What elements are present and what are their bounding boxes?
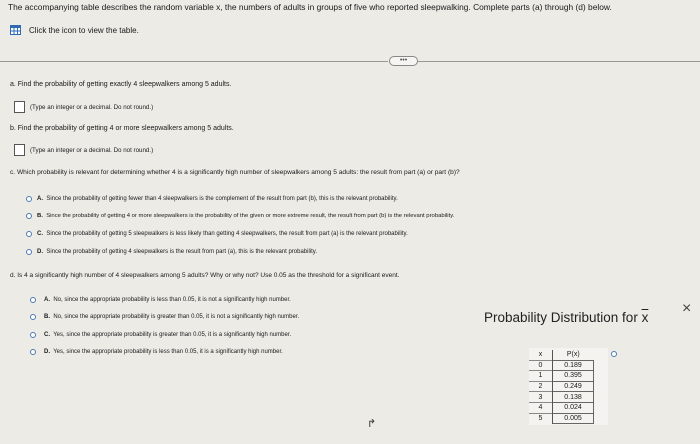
part-b-hint: (Type an integer or a decimal. Do not round.): [30, 147, 154, 154]
distribution-title-variable: $\overline{x}$: [641, 310, 649, 325]
option-text: Since the probability of getting 4 sleepwalkers is the result from part (a), this is the relevant probability.: [46, 249, 318, 255]
cell-px: 0.138: [553, 392, 594, 403]
option-text: Since the probability of getting 5 sleepwalkers is less likely than getting 4 sleepwalkers, the result from part (a) is the relevant probability.: [46, 231, 408, 237]
part-d-option-c-radio[interactable]: [30, 332, 36, 338]
option-letter: D.: [37, 249, 43, 255]
part-c-option-b-radio[interactable]: [26, 213, 32, 219]
option-letter: A.: [44, 297, 50, 303]
part-c-option-d-radio[interactable]: [26, 249, 32, 255]
part-d-option-a[interactable]: [44, 297, 291, 303]
option-text: Since the probability of getting fewer than 4 sleepwalkers is the complement of the result from part (b), this is the relevant probability.: [46, 196, 398, 202]
cell-x: 4: [529, 402, 553, 413]
copy-table-icon[interactable]: [611, 351, 617, 357]
cell-px: 0.005: [553, 413, 594, 424]
distribution-title-text: Probability Distribution for: [484, 310, 642, 325]
column-header-px: P(x): [566, 351, 580, 359]
distribution-table: [529, 350, 594, 424]
cell-x: 2: [529, 381, 553, 392]
option-letter: C.: [44, 332, 50, 338]
table-grid-icon[interactable]: [10, 25, 21, 35]
part-c-option-a-radio[interactable]: [26, 196, 32, 202]
part-b-answer-input[interactable]: [14, 144, 25, 156]
part-d-question: d. Is 4 a significantly high number of 4 sleepwalkers among 5 adults? Why or why not? Use 0.05 as the threshold for a significant event.: [10, 272, 400, 279]
option-letter: C.: [37, 231, 43, 237]
section-divider: [0, 61, 388, 62]
part-b-question: b. Find the probability of getting 4 or more sleepwalkers among 5 adults.: [10, 125, 234, 132]
mouse-cursor-icon: ↱: [367, 418, 377, 430]
part-d-option-b[interactable]: [44, 314, 299, 320]
part-a-answer-input[interactable]: [14, 101, 25, 113]
distribution-title: [484, 310, 648, 325]
section-divider: [418, 61, 700, 62]
part-d-option-c[interactable]: [44, 332, 291, 338]
table-row: [529, 413, 594, 424]
option-letter: B.: [37, 213, 43, 219]
cell-x: 5: [529, 413, 553, 424]
part-a-question: a. Find the probability of getting exactly 4 sleepwalkers among 5 adults.: [10, 81, 232, 88]
expand-button[interactable]: •••: [389, 56, 418, 66]
part-c-option-d[interactable]: [37, 249, 317, 255]
option-text: No, since the appropriate probability is greater than 0.05, it is not a significantly high number.: [53, 314, 300, 320]
part-d-option-d[interactable]: [44, 349, 283, 355]
option-letter: D.: [44, 349, 50, 355]
cell-px: 0.249: [553, 381, 594, 392]
table-row: [529, 381, 594, 392]
option-text: Yes, since the appropriate probability is less than 0.05, it is a significantly high number.: [53, 349, 283, 355]
table-row: [529, 360, 594, 371]
option-text: Since the probability of getting 4 or more sleepwalkers is the probability of the given or more extreme result, the result from part (b) is the relevant probability.: [46, 213, 455, 219]
option-letter: B.: [44, 314, 50, 320]
cell-px: 0.024: [553, 402, 594, 413]
cell-x: 1: [529, 371, 553, 382]
table-row: [529, 402, 594, 413]
part-a-hint: (Type an integer or a decimal. Do not round.): [30, 104, 154, 111]
cell-px: 0.395: [553, 371, 594, 382]
column-header-x: x: [529, 350, 553, 360]
problem-intro: The accompanying table describes the random variable x, the numbers of adults in groups of five who reported sleepwalking. Complete parts (a) through (d) below.: [8, 2, 612, 12]
close-icon[interactable]: ×: [682, 300, 692, 317]
cell-px: 0.189: [553, 360, 594, 371]
part-c-question: c. Which probability is relevant for determining whether 4 is a significantly high number of sleepwalkers among 5 adults: the result from part (a) or part (b)?: [10, 169, 460, 176]
part-c-option-a[interactable]: [37, 196, 398, 202]
table-row: [529, 392, 594, 403]
cell-x: 0: [529, 360, 553, 371]
part-d-option-b-radio[interactable]: [30, 314, 36, 320]
part-d-option-a-radio[interactable]: [30, 297, 36, 303]
cell-x: 3: [529, 392, 553, 403]
part-c-option-c-radio[interactable]: [26, 231, 32, 237]
part-c-option-c[interactable]: [37, 231, 408, 237]
option-text: Yes, since the appropriate probability is greater than 0.05, it is a significantly high number.: [53, 332, 292, 338]
part-d-option-d-radio[interactable]: [30, 349, 36, 355]
part-c-option-b[interactable]: [37, 213, 454, 219]
option-letter: A.: [37, 196, 43, 202]
view-table-link[interactable]: [10, 24, 139, 36]
option-text: No, since the appropriate probability is less than 0.05, it is not a significantly high number.: [53, 297, 291, 303]
table-row: [529, 371, 594, 382]
view-table-label: Click the icon to view the table.: [29, 25, 139, 35]
